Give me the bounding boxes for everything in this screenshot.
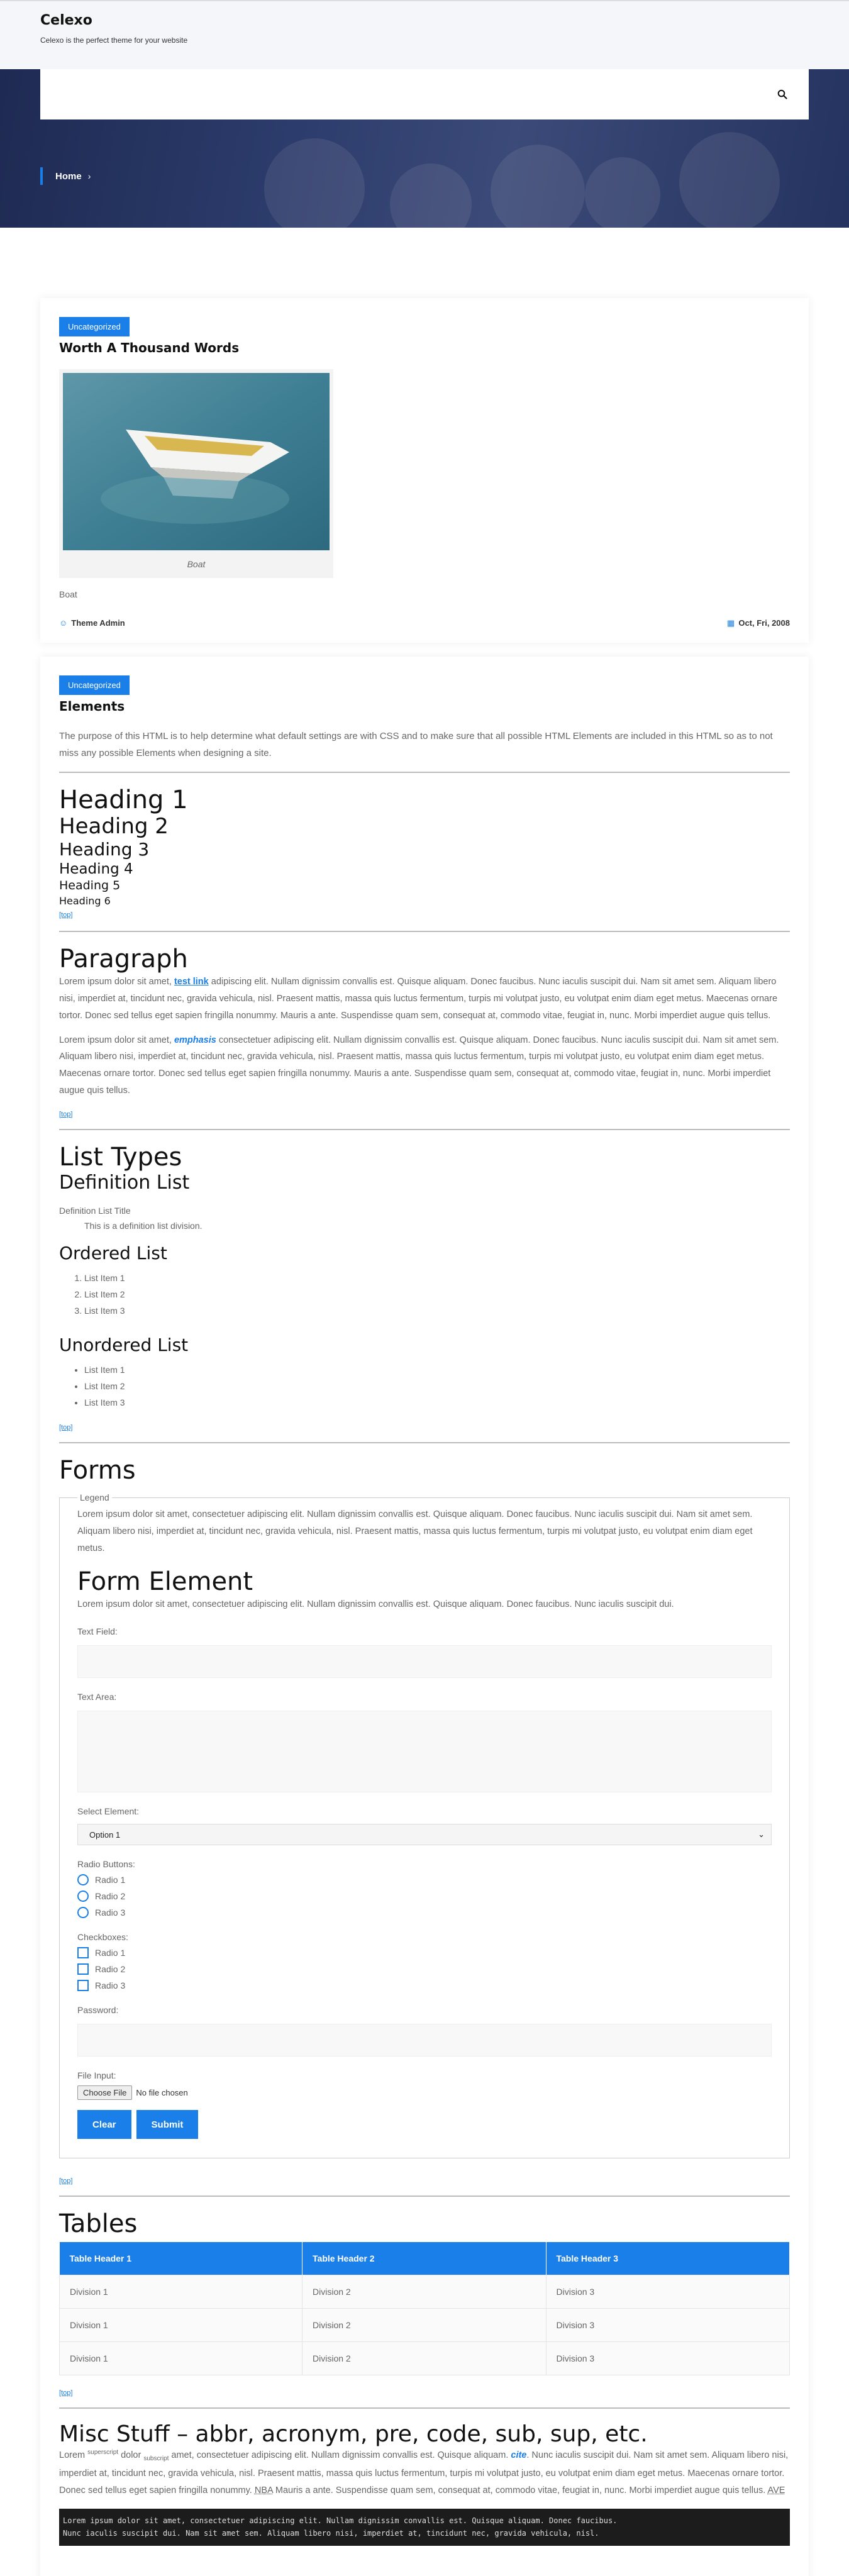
post-card xyxy=(40,657,809,2576)
section-title-misc: Misc Stuff – abbr, acronym, pre, code, sub, sup, etc. xyxy=(59,2421,648,2448)
list-item: 1. List Item 1 xyxy=(84,1270,790,1287)
post-title[interactable]: Elements xyxy=(59,699,125,714)
text-area-label: Text Area: xyxy=(77,1692,117,1702)
divider xyxy=(59,2196,790,2197)
list-item: 2. List Item 2 xyxy=(84,1287,790,1303)
radio-group-label: Radio Buttons: xyxy=(77,1859,135,1870)
paragraph-1: Lorem ipsum dolor sit amet, test link adipiscing elit. Nullam dignissim convallis est. Quisque aliquam. Donec faucibus. Nunc iaculis suscipit dui. Nam sit amet sem. Aliquam libero nisi, imperdiet at, tincidunt nec, gravida vehicula, nisl. Praesent mattis, massa quis luctus fermentum, turpis mi volutpat justo, eu volutpat enim diam eget metus. Maecenas ornare tortor. Donec sed tellus eget sapien fringilla nonummy. Mauris a ante. Suspendisse quam sem, consequat at, commodo vitae, feugiat in, nunc. Morbi imperdiet augue quis tellus. xyxy=(59,977,778,1021)
checkbox[interactable] xyxy=(77,1963,89,1975)
table-cell: Division 1 xyxy=(60,2342,302,2375)
heading-1: Heading 1 xyxy=(59,786,188,814)
checkbox[interactable] xyxy=(77,1980,89,1991)
submit-button[interactable]: Submit xyxy=(136,2110,199,2139)
password-input[interactable] xyxy=(77,2024,772,2057)
author-name: Theme Admin xyxy=(71,618,125,628)
table-cell: Division 2 xyxy=(302,2309,546,2342)
table-cell: Division 2 xyxy=(302,2275,546,2309)
table-row xyxy=(60,2275,790,2309)
site-header xyxy=(0,0,849,69)
radio-option[interactable]: Radio 1 xyxy=(77,1874,772,1885)
unordered-list xyxy=(84,1362,790,1411)
checkbox-option[interactable]: Radio 3 xyxy=(77,1980,772,1991)
breadcrumb-home-link[interactable]: Home xyxy=(55,170,82,182)
superscript-text: superscript xyxy=(87,2449,119,2457)
list-item: • List Item 2 xyxy=(84,1379,790,1395)
unordered-list-title: Unordered List xyxy=(59,1335,189,1356)
top-link[interactable]: [top] xyxy=(59,1424,73,1432)
table-header-row xyxy=(60,2242,790,2275)
data-table xyxy=(59,2242,790,2375)
table-cell: Division 1 xyxy=(60,2275,302,2309)
table-cell: Division 3 xyxy=(546,2309,790,2342)
top-link[interactable]: [top] xyxy=(59,911,73,919)
emphasis-text: emphasis xyxy=(174,1035,216,1045)
text-link[interactable]: test link xyxy=(174,977,209,987)
file-status: No file chosen xyxy=(136,2088,188,2098)
form-element-text: Lorem ipsum dolor sit amet, consectetuer adipiscing elit. Nullam dignissim convallis est. Quisque aliquam. Donec faucibus. Nunc iaculis suscipit dui. xyxy=(77,1599,674,1609)
legend-text: Lorem ipsum dolor sit amet, consectetuer adipiscing elit. Nullam dignissim convallis est. Quisque aliquam. Donec faucibus. Nunc iaculis suscipit dui. Nam sit amet sem. Aliquam libero nisi, imperdiet at, tincidunt nec, gravida vehicula, nisl. Praesent mattis, massa quis luctus fermentum, turpis mi volutpat justo, eu volutpat enim diam eget metus. xyxy=(77,1509,753,1553)
table-header: Table Header 3 xyxy=(546,2242,790,2275)
user-icon: ☺ xyxy=(59,618,68,628)
hero-decoration xyxy=(679,132,780,228)
list-item: • List Item 3 xyxy=(84,1395,790,1411)
table-header: Table Header 1 xyxy=(60,2242,302,2275)
category-badge[interactable]: Uncategorized xyxy=(59,317,130,336)
radio-button[interactable] xyxy=(77,1907,89,1918)
list-item: 3. List Item 3 xyxy=(84,1303,790,1319)
ordered-list-title: Ordered List xyxy=(59,1242,167,1263)
file-input xyxy=(77,2085,772,2100)
category-badge[interactable]: Uncategorized xyxy=(59,675,130,695)
select-label: Select Element: xyxy=(77,1806,140,1817)
divider xyxy=(59,1442,790,1443)
post-meta xyxy=(59,618,790,628)
post-card xyxy=(40,298,809,643)
post-title[interactable]: Worth A Thousand Words xyxy=(59,340,240,355)
list-item: • List Item 1 xyxy=(84,1362,790,1379)
paragraph-2: Lorem ipsum dolor sit amet, emphasis consectetuer adipiscing elit. Nullam dignissim convallis est. Quisque aliquam. Donec faucibus. Nunc iaculis suscipit dui. Nam sit amet sem. Aliquam libero nisi, imperdiet at, tincidunt nec, gravida vehicula, nisl. Praesent mattis, massa quis luctus fermentum, turpis mi volutpat justo, eu volutpat enim diam eget metus. Maecenas ornare tortor. Donec sed tellus eget sapien fringilla nonummy. Mauris a ante. Suspendisse quam sem, consequat at, commodo vitae, feugiat in, nunc. Morbi imperdiet augue quis tellus. xyxy=(59,1035,779,1096)
fieldset-legend: Legend xyxy=(80,1492,109,1503)
preformatted-block: Lorem ipsum dolor sit amet, consectetuer adipiscing elit. Nullam dignissim convallis est. Quisque aliquam. Donec faucibus. Nunc iaculis suscipit dui. Nam sit amet sem. Aliquam libero nisi, imperdiet at, tincidunt nec, gravida vehicula, nisl. xyxy=(59,2509,790,2545)
abbr-nba: NBA xyxy=(254,2485,273,2496)
site-description: Celexo is the perfect theme for your website xyxy=(40,36,188,45)
site-title[interactable]: Celexo xyxy=(40,13,92,28)
hero-decoration xyxy=(491,145,585,228)
checkbox-option[interactable]: Radio 2 xyxy=(77,1963,772,1975)
select-value: Option 1 xyxy=(89,1829,121,1840)
text-field-input[interactable] xyxy=(77,1645,772,1678)
calendar-icon: ▦ xyxy=(727,618,735,628)
table-cell: Division 3 xyxy=(546,2342,790,2375)
password-label: Password: xyxy=(77,2005,119,2016)
hero-decoration xyxy=(264,138,365,228)
checkbox-option[interactable]: Radio 1 xyxy=(77,1947,772,1958)
heading-3: Heading 3 xyxy=(59,839,150,860)
table-row xyxy=(60,2342,790,2375)
hero-decoration xyxy=(390,164,472,228)
divider xyxy=(59,931,790,932)
chevron-right-icon: › xyxy=(87,171,91,181)
clear-button[interactable]: Clear xyxy=(77,2110,131,2139)
top-link[interactable]: [top] xyxy=(59,1110,73,1118)
top-link[interactable]: [top] xyxy=(59,2389,73,2397)
radio-option[interactable]: Radio 2 xyxy=(77,1890,772,1902)
radio-option[interactable]: Radio 3 xyxy=(77,1907,772,1918)
hero-decoration xyxy=(585,157,660,228)
checkbox[interactable] xyxy=(77,1947,89,1958)
boat-image[interactable] xyxy=(63,373,330,550)
misc-paragraph: Lorem $^{superscript}$ dolor $_{subscript}$ amet, consectetuer adipiscing elit. Nullam dignissim convallis est. Quisque aliquam. cite. Nunc iaculis suscipit dui. Nam sit amet sem. Aliquam libero nisi, imperdiet at, tincidunt nec, gravida vehicula, nisl. Praesent mattis, massa quis luctus fermentum, turpis mi volutpat justo, eu volutpat enim diam eget metus. Maecenas ornare tortor. Donec sed tellus eget sapien fringilla nonummy. NBA Mauris a ante. Suspendisse quam sem, consequat at, commodo vitae, feugiat in, nunc. Morbi imperdiet augue quis tellus. AVE xyxy=(59,2449,789,2496)
file-input-label: File Input: xyxy=(77,2070,116,2081)
form-buttons xyxy=(77,2110,772,2139)
table-cell: Division 1 xyxy=(60,2309,302,2342)
choose-file-button[interactable]: Choose File xyxy=(77,2085,132,2100)
table-row xyxy=(60,2309,790,2342)
table-header: Table Header 2 xyxy=(302,2242,546,2275)
heading-6: Heading 6 xyxy=(59,895,111,908)
heading-5: Heading 5 xyxy=(59,879,121,893)
subscript-text: subscript xyxy=(143,2455,169,2463)
divider xyxy=(59,2407,790,2409)
cite-text: cite xyxy=(511,2450,527,2461)
abbr-ave: AVE xyxy=(767,2485,785,2496)
divider xyxy=(59,772,790,773)
search-button[interactable] xyxy=(774,86,791,103)
heading-4: Heading 4 xyxy=(59,860,133,877)
post-excerpt: Boat xyxy=(59,589,77,599)
text-area-input[interactable] xyxy=(77,1711,772,1792)
hero-banner xyxy=(0,69,849,228)
image-caption: Boat xyxy=(187,559,206,569)
post-author[interactable] xyxy=(59,618,125,628)
section-title-tables: Tables xyxy=(59,2209,138,2239)
section-title-forms: Forms xyxy=(59,1456,136,1485)
post-intro: The purpose of this HTML is to help determine what default settings are with CSS and to make sure that all possible HTML Elements are included in this HTML so as to not miss any possible Elements when designing a site. xyxy=(59,731,773,758)
table-cell: Division 3 xyxy=(546,2275,790,2309)
chevron-down-icon: ⌄ xyxy=(758,1829,765,1840)
form-element-title: Form Element xyxy=(77,1567,253,1596)
radio-button[interactable] xyxy=(77,1874,89,1885)
date-text: Oct, Fri, 2008 xyxy=(738,618,790,628)
section-title-paragraph: Paragraph xyxy=(59,945,188,974)
ordered-list xyxy=(84,1270,790,1319)
divider xyxy=(59,1129,790,1130)
search-icon xyxy=(777,89,787,99)
radio-button[interactable] xyxy=(77,1890,89,1902)
definition-list-title: Definition List xyxy=(59,1171,190,1194)
dl-term: Definition List Title xyxy=(59,1205,131,1216)
post-date[interactable] xyxy=(727,618,790,628)
select-element[interactable] xyxy=(77,1824,772,1845)
top-link[interactable]: [top] xyxy=(59,2177,73,2185)
navigation-bar xyxy=(40,69,809,119)
heading-2: Heading 2 xyxy=(59,814,169,839)
section-title-list-types: List Types xyxy=(59,1142,182,1172)
table-cell: Division 2 xyxy=(302,2342,546,2375)
checkbox-group-label: Checkboxes: xyxy=(77,1932,128,1943)
form-fieldset xyxy=(59,1492,790,2158)
breadcrumb xyxy=(40,167,91,185)
dl-definition: This is a definition list division. xyxy=(84,1220,203,1231)
image-figure xyxy=(59,369,333,578)
text-field-label: Text Field: xyxy=(77,1626,118,1637)
